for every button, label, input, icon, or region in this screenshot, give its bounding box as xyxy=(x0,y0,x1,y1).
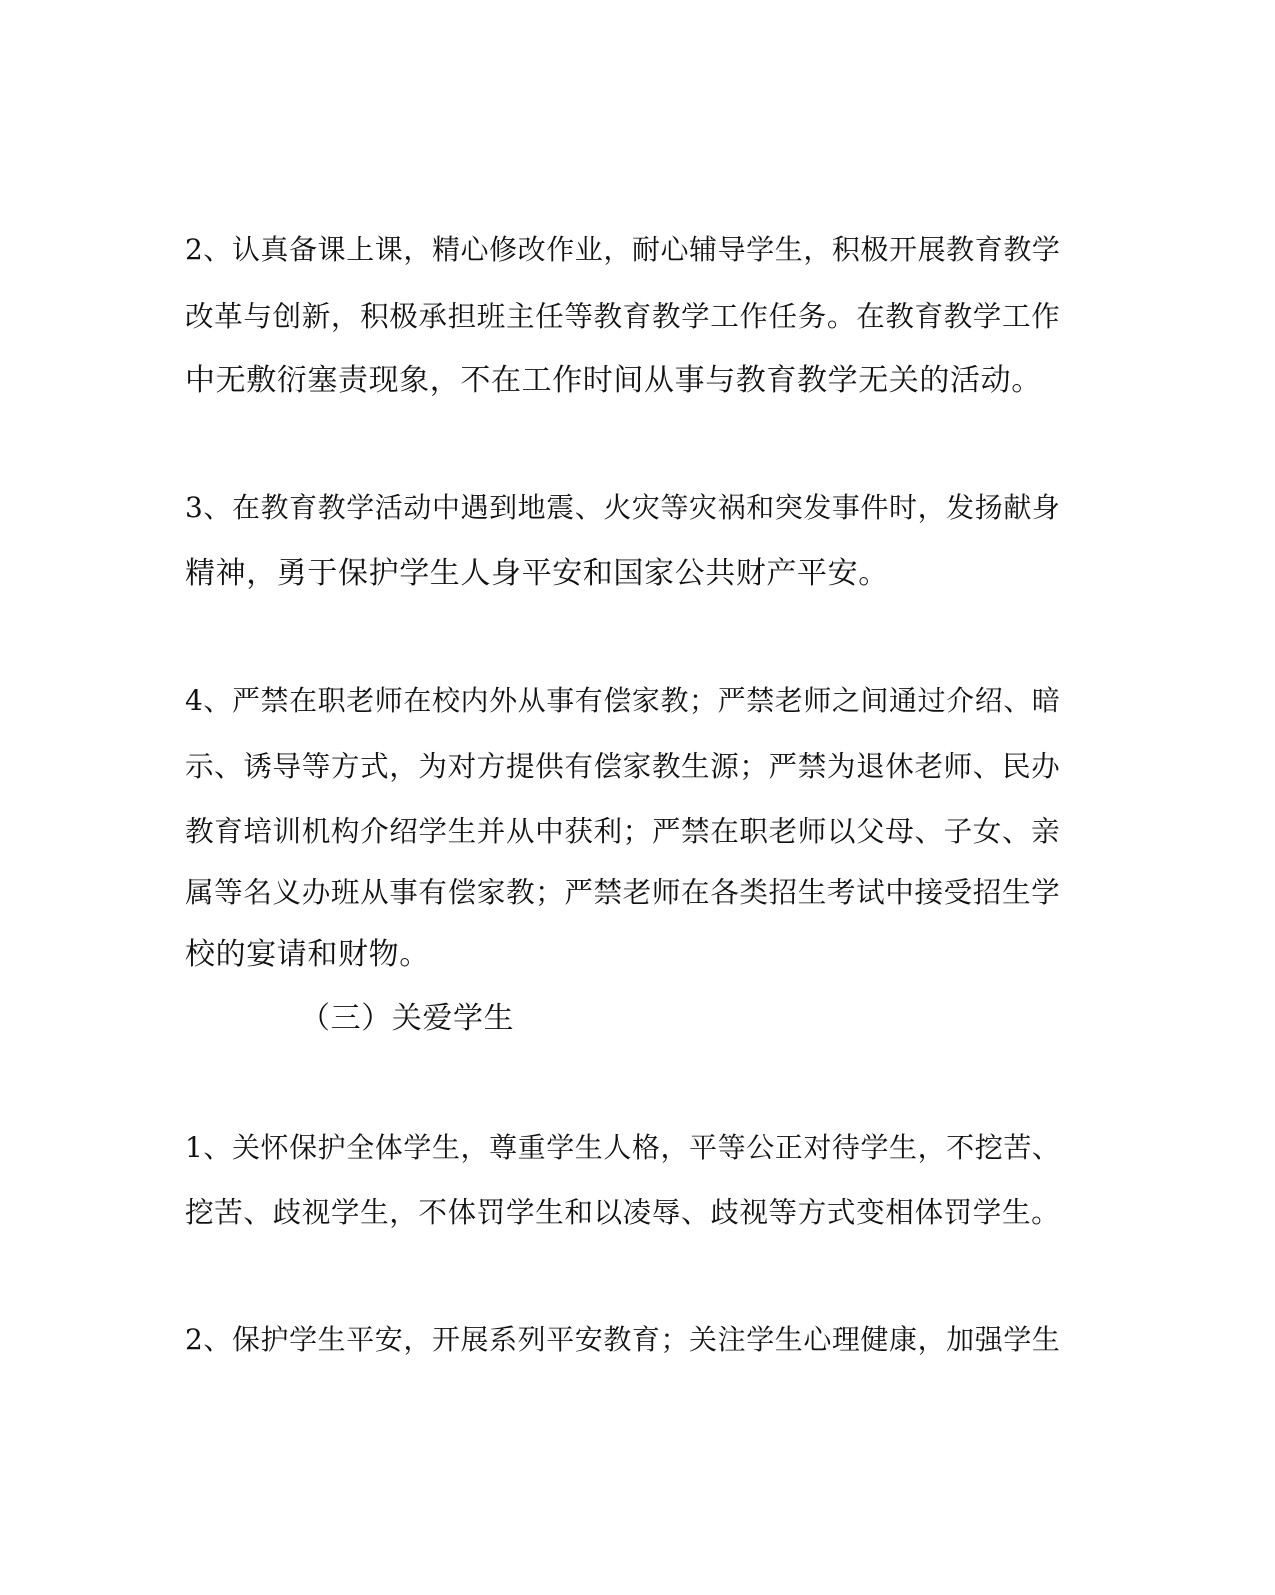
paragraph-line: 2、认真备课上课，精心修改作业，耐心辅导学生，积极开展教育教学 xyxy=(185,233,1061,266)
paragraph-line: 教育培训机构介绍学生并从中获利；严禁在职老师以父母、子女、亲 xyxy=(185,814,1061,848)
paragraph-line: 4、严禁在职老师在校内外从事有偿家教；严禁老师之间通过介绍、暗 xyxy=(185,684,1061,717)
paragraph-line: 精神，勇于保护学生人身平安和国家公共财产平安。 xyxy=(185,556,889,591)
paragraph-line: 3、在教育教学活动中遇到地震、火灾等灾祸和突发事件时，发扬献身 xyxy=(185,491,1061,524)
paragraph-line: 校的宴请和财物。 xyxy=(185,937,430,972)
paragraph-line: 2、保护学生平安，开展系列平安教育；关注学生心理健康，加强学生 xyxy=(185,1323,1061,1356)
paragraph-line: 示、诱导等方式，为对方提供有偿家教生源；严禁为退休老师、民办 xyxy=(185,749,1061,783)
paragraph-line: 属等名义办班从事有偿家教；严禁老师在各类招生考试中接受招生学 xyxy=(185,875,1061,909)
section-heading: （三）关爱学生 xyxy=(300,1001,515,1036)
paragraph-line: 1、关怀保护全体学生，尊重学生人格，平等公正对待学生，不挖苦、 xyxy=(185,1131,1061,1164)
paragraph-line: 改革与创新，积极承担班主任等教育教学工作任务。在教育教学工作 xyxy=(185,299,1061,333)
paragraph-line: 挖苦、歧视学生，不体罚学生和以凌辱、歧视等方式变相体罚学生。 xyxy=(185,1195,1061,1229)
paragraph-line: 中无敷衍塞责现象，不在工作时间从事与教育教学无关的活动。 xyxy=(185,363,1042,398)
